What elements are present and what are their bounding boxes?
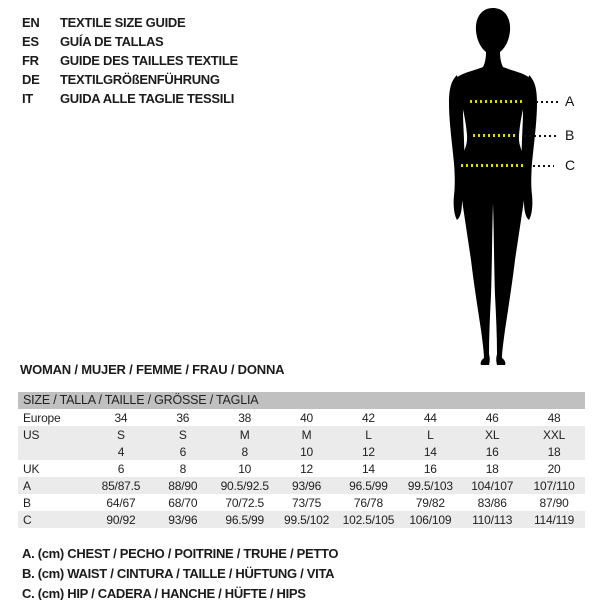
cell: 110/113 bbox=[461, 511, 523, 528]
cell: 4 bbox=[90, 443, 152, 460]
table-row-europe bbox=[18, 409, 585, 426]
cell: 42 bbox=[361, 410, 375, 425]
lang-code: DE bbox=[22, 72, 40, 87]
cell: L bbox=[338, 426, 400, 443]
marker-a-label: A bbox=[565, 93, 575, 109]
cell: XXL bbox=[523, 426, 585, 443]
cell: 87/90 bbox=[539, 495, 569, 510]
size-table-container bbox=[18, 392, 585, 528]
cell: 107/110 bbox=[523, 477, 585, 494]
cell: 20 bbox=[547, 461, 561, 476]
cell: 93/96 bbox=[152, 511, 214, 528]
cell: 85/87.5 bbox=[90, 477, 152, 494]
cell: 46 bbox=[485, 410, 499, 425]
language-title-list bbox=[22, 13, 238, 108]
measurement-legend bbox=[22, 544, 338, 600]
lang-row-en bbox=[22, 13, 238, 32]
table-row-waist bbox=[18, 494, 585, 511]
marker-c-label: C bbox=[565, 157, 576, 173]
waist-measure-line bbox=[473, 134, 518, 137]
cell: 76/78 bbox=[353, 495, 383, 510]
lang-code: EN bbox=[22, 15, 40, 30]
row-label: US bbox=[18, 426, 90, 443]
lang-code: FR bbox=[22, 53, 39, 68]
table-row-us-letters bbox=[18, 426, 585, 443]
table-row-chest bbox=[18, 477, 585, 494]
legend-chest: A. (cm) CHEST / PECHO / POITRINE / TRUHE / PETTO bbox=[22, 546, 339, 561]
cell: 10 bbox=[238, 461, 252, 476]
cell: 16 bbox=[461, 443, 523, 460]
cell: 34 bbox=[114, 410, 128, 425]
cell: 40 bbox=[300, 410, 314, 425]
cell: 48 bbox=[547, 410, 561, 425]
section-title-woman: WOMAN / MUJER / FEMME / FRAU / DONNA bbox=[20, 362, 285, 377]
row-label bbox=[18, 443, 90, 460]
chest-measure-line bbox=[470, 100, 523, 103]
hip-leader-line bbox=[533, 165, 554, 167]
cell: 114/119 bbox=[523, 511, 585, 528]
cell: 83/86 bbox=[477, 495, 507, 510]
chest-leader-line bbox=[536, 101, 558, 103]
cell: 6 bbox=[117, 461, 125, 476]
lang-code: IT bbox=[22, 91, 33, 106]
waist-leader-line bbox=[524, 135, 557, 137]
cell: M bbox=[276, 426, 338, 443]
cell: XL bbox=[461, 426, 523, 443]
cell: 38 bbox=[238, 410, 252, 425]
cell: 88/90 bbox=[152, 477, 214, 494]
lang-title: GUÍA DE TALLAS bbox=[60, 34, 164, 49]
cell: 96.5/99 bbox=[338, 477, 400, 494]
cell: 18 bbox=[485, 461, 499, 476]
cell: M bbox=[214, 426, 276, 443]
cell: 99.5/102 bbox=[276, 511, 338, 528]
cell: 79/82 bbox=[415, 495, 445, 510]
cell: S bbox=[90, 426, 152, 443]
cell: 12 bbox=[300, 461, 314, 476]
lang-row-es bbox=[22, 32, 238, 51]
cell: 16 bbox=[423, 461, 437, 476]
cell: 93/96 bbox=[276, 477, 338, 494]
cell: 36 bbox=[176, 410, 190, 425]
row-label: UK bbox=[23, 461, 40, 476]
cell: 8 bbox=[214, 443, 276, 460]
table-row-us-numbers bbox=[18, 443, 585, 460]
woman-silhouette bbox=[435, 5, 551, 367]
lang-code: ES bbox=[22, 34, 39, 49]
row-label: A bbox=[18, 477, 90, 494]
size-table-header: SIZE / TALLA / TAILLE / GRÖSSE / TAGLIA bbox=[18, 392, 585, 409]
table-row-hip bbox=[18, 511, 585, 528]
lang-title: TEXTILGRÖßENFÜHRUNG bbox=[60, 72, 220, 87]
row-label: C bbox=[18, 511, 90, 528]
cell: 102.5/105 bbox=[338, 511, 400, 528]
cell: 44 bbox=[423, 410, 437, 425]
row-label: Europe bbox=[23, 410, 61, 425]
lang-title: TEXTILE SIZE GUIDE bbox=[60, 15, 186, 30]
cell: S bbox=[152, 426, 214, 443]
lang-title: GUIDA ALLE TAGLIE TESSILI bbox=[60, 91, 235, 106]
size-table bbox=[18, 409, 585, 528]
lang-title: GUIDE DES TAILLES TEXTILE bbox=[60, 53, 238, 68]
cell: 99.5/103 bbox=[399, 477, 461, 494]
cell: 8 bbox=[179, 461, 187, 476]
cell: 14 bbox=[361, 461, 375, 476]
cell: 6 bbox=[152, 443, 214, 460]
lang-row-fr bbox=[22, 51, 238, 70]
table-row-uk bbox=[18, 460, 585, 477]
cell: 68/70 bbox=[168, 495, 198, 510]
lang-row-it bbox=[22, 89, 238, 108]
cell: 14 bbox=[399, 443, 461, 460]
cell: 18 bbox=[523, 443, 585, 460]
lang-row-de bbox=[22, 70, 238, 89]
legend-hip: C. (cm) HIP / CADERA / HANCHE / HÜFTE / HIPS bbox=[22, 586, 306, 600]
cell: 90/92 bbox=[90, 511, 152, 528]
cell: 106/109 bbox=[399, 511, 461, 528]
cell: 64/67 bbox=[106, 495, 136, 510]
cell: L bbox=[399, 426, 461, 443]
cell: 70/72.5 bbox=[225, 495, 264, 510]
marker-b-label: B bbox=[565, 127, 575, 143]
cell: 96.5/99 bbox=[214, 511, 276, 528]
cell: 90.5/92.5 bbox=[214, 477, 276, 494]
row-label: B bbox=[23, 495, 31, 510]
cell: 12 bbox=[338, 443, 400, 460]
cell: 73/75 bbox=[292, 495, 322, 510]
legend-waist: B. (cm) WAIST / CINTURA / TAILLE / HÜFTUNG / VITA bbox=[22, 566, 335, 581]
cell: 104/107 bbox=[461, 477, 523, 494]
hip-measure-line bbox=[461, 164, 523, 167]
cell: 10 bbox=[276, 443, 338, 460]
